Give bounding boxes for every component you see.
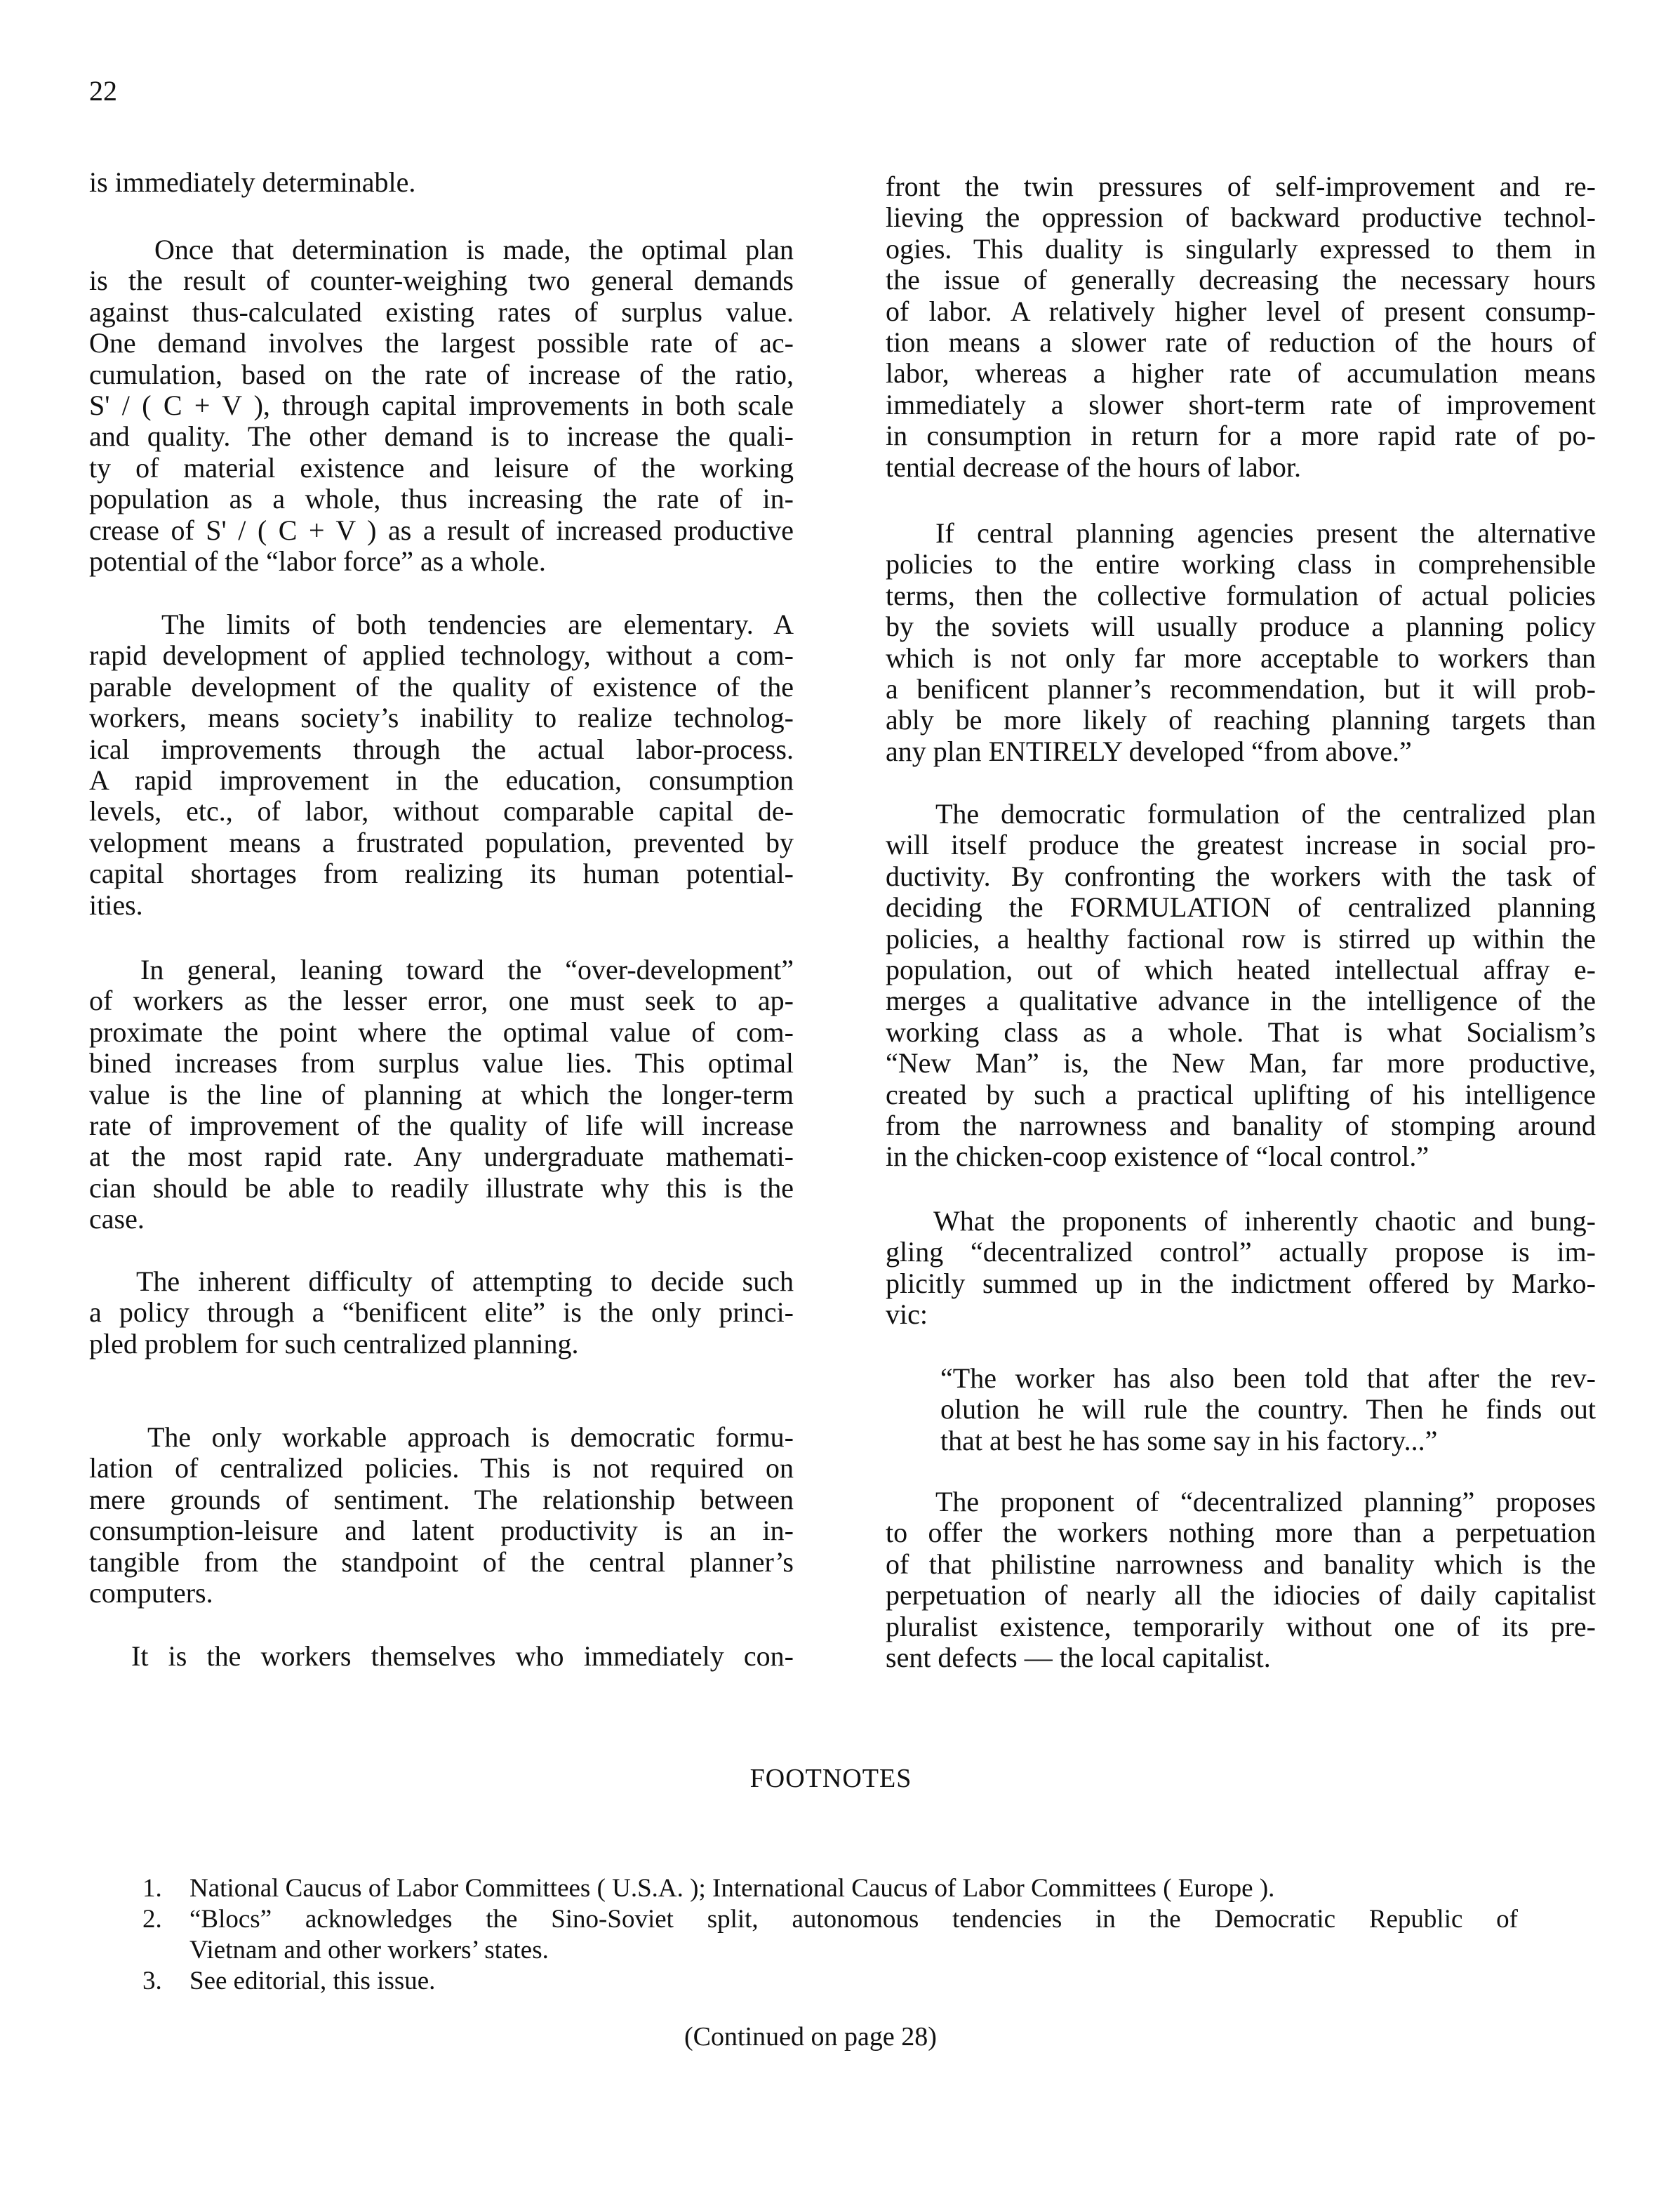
- text-line: against thus-calculated existing rates of surplus value.: [89, 295, 794, 328]
- text-line: In general, leaning toward the “over-development”: [140, 954, 794, 985]
- text-line: potential of the “labor force” as a whole.: [89, 545, 546, 577]
- footnote-text: See editorial, this issue.: [189, 1967, 436, 1995]
- text-line: bined increases from surplus value lies. This optimal: [89, 1047, 794, 1079]
- paragraph: [886, 1487, 1596, 1673]
- continuation-note: (Continued on page 28): [684, 2022, 937, 2052]
- text-line: case.: [89, 1203, 145, 1235]
- text-line: The proponent of “decentralized planning” proposes: [935, 1486, 1596, 1517]
- text-line: olution he will rule the country. Then he finds out: [940, 1393, 1596, 1425]
- text-line: in the chicken-coop existence of “local control.”: [886, 1141, 1429, 1173]
- text-line: The only workable approach is democratic formu-: [147, 1421, 794, 1453]
- text-line: labor, whereas a higher rate of accumulation means: [886, 357, 1596, 390]
- footnote-item: [142, 1904, 1518, 1966]
- footnote-item: [142, 1873, 1518, 1904]
- page-number: 22: [89, 75, 117, 107]
- text-line: tion means a slower rate of reduction of the hours of: [886, 326, 1596, 358]
- text-line: vic:: [886, 1298, 928, 1331]
- text-line: proximate the point where the optimal value of com-: [89, 1016, 794, 1048]
- text-line: from the narrowness and banality of stomping around: [886, 1109, 1596, 1141]
- text-line: a policy through a “benificent elite” is the only princi-: [89, 1296, 794, 1329]
- text-line: of that philistine narrowness and banality which is the: [886, 1548, 1596, 1580]
- text-line: The inherent difficulty of attempting to decide such: [136, 1265, 794, 1297]
- footnotes-heading-text: FOOTNOTES: [749, 1764, 912, 1793]
- text-line: lation of centralized policies. This is not required on: [89, 1452, 794, 1484]
- text-line: A rapid improvement in the education, consumption: [89, 764, 794, 796]
- text-line: that at best he has some say in his factory...”: [940, 1424, 1438, 1456]
- text-line: computers.: [89, 1576, 213, 1609]
- text-line: velopment means a frustrated population, prevented by: [89, 826, 794, 858]
- text-line: to offer the workers nothing more than a perpetuation: [886, 1517, 1596, 1549]
- paragraph: [89, 1266, 794, 1359]
- text-line: “New Man” is, the New Man, far more productive,: [886, 1047, 1596, 1079]
- text-line: pluralist existence, temporarily without one of its pre-: [886, 1610, 1596, 1642]
- text-line: the issue of generally decreasing the necessary hours: [886, 264, 1596, 296]
- text-line: of workers as the lesser error, one must seek to ap-: [89, 985, 794, 1017]
- footnote-number: 1.: [142, 1874, 162, 1903]
- text-line: value is the line of planning at which the longer-term: [89, 1078, 794, 1110]
- text-line: is immediately determinable.: [89, 166, 416, 198]
- text-line: merges a qualitative advance in the intelligence of the: [886, 985, 1596, 1017]
- text-line: ty of material existence and leisure of the working: [89, 451, 794, 484]
- text-line: immediately a slower short-term rate of improvement: [886, 388, 1596, 420]
- paragraph: [886, 1206, 1596, 1331]
- text-line: If central planning agencies present the alternative: [935, 517, 1596, 549]
- text-line: workers, means society’s inability to realize technolog-: [89, 702, 794, 734]
- text-line: population as a whole, thus increasing the rate of in-: [89, 483, 794, 515]
- text-line: ductivity. By confronting the workers with the task of: [886, 860, 1596, 892]
- text-line: policies, a healthy factional row is stirred up within the: [886, 922, 1596, 955]
- footnote-item: [142, 1966, 1518, 1997]
- paragraph: [89, 955, 794, 1235]
- text-line: working class as a whole. That is what Socialism’s: [886, 1016, 1596, 1048]
- paragraph: [886, 518, 1596, 767]
- text-line: terms, then the collective formulation of actual policies: [886, 579, 1596, 611]
- text-line: ogies. This duality is singularly expressed to them in: [886, 232, 1596, 265]
- paragraph: [886, 171, 1596, 483]
- text-line: will itself produce the greatest increase in social pro-: [886, 829, 1596, 861]
- text-line: of labor. A relatively higher level of present consump-: [886, 295, 1596, 327]
- text-line: ably be more likely of reaching planning targets than: [886, 704, 1596, 736]
- text-line: created by such a practical uplifting of his intelligence: [886, 1078, 1596, 1110]
- text-line: perpetuation of nearly all the idiocies of daily capitalist: [886, 1579, 1596, 1611]
- text-line: The limits of both tendencies are elementary. A: [161, 609, 794, 640]
- text-line: tential decrease of the hours of labor.: [886, 451, 1301, 483]
- text-line: front the twin pressures of self-improvement and re-: [886, 171, 1596, 202]
- paragraph: [886, 799, 1596, 1173]
- text-line: rapid development of applied technology, without a com-: [89, 639, 794, 672]
- text-line: mere grounds of sentiment. The relationship between: [89, 1483, 794, 1515]
- text-line: The democratic formulation of the centralized plan: [935, 798, 1596, 830]
- text-line: capital shortages from realizing its human potential-: [89, 858, 794, 890]
- text-line: in consumption in return for a more rapid rate of po-: [886, 420, 1596, 452]
- text-line: policies to the entire working class in comprehensible: [886, 548, 1596, 580]
- text-line: and quality. The other demand is to increase the quali-: [89, 420, 794, 453]
- footnotes-list: [142, 1873, 1518, 1997]
- text-line: levels, etc., of labor, without comparable capital de-: [89, 795, 794, 827]
- text-line: Once that determination is made, the optimal plan: [154, 234, 794, 265]
- text-line: plicitly summed up in the indictment offered by Marko-: [886, 1267, 1596, 1299]
- text-line: which is not only far more acceptable to workers than: [886, 641, 1596, 674]
- text-line: One demand involves the largest possible rate of ac-: [89, 327, 794, 359]
- text-line: crease of S' / ( C + V ) as a result of increased productive: [89, 514, 794, 546]
- paragraph: [89, 1422, 794, 1609]
- text-line: parable development of the quality of existence of the: [89, 670, 794, 703]
- text-line: pled problem for such centralized planning.: [89, 1327, 579, 1359]
- footnote-number: 3.: [142, 1967, 162, 1995]
- text-line: a benificent planner’s recommendation, but it will prob-: [886, 672, 1596, 705]
- footnote-text: National Caucus of Labor Committees ( U.S.A. ); International Caucus of Labor Committees ( Europe ).: [189, 1874, 1275, 1903]
- text-line: gling “decentralized control” actually propose is im-: [886, 1236, 1596, 1268]
- text-line: tangible from the standpoint of the central planner’s: [89, 1545, 794, 1578]
- footnote-number: 2.: [142, 1905, 162, 1934]
- text-line: “The worker has also been told that after the rev-: [940, 1362, 1596, 1394]
- text-line: any plan ENTIRELY developed “from above.”: [886, 735, 1412, 767]
- footnote-text: Vietnam and other workers’ states.: [189, 1936, 549, 1964]
- paragraph: [89, 234, 794, 577]
- text-line: deciding the FORMULATION of centralized planning: [886, 891, 1596, 924]
- text-line: cian should be able to readily illustrate why this is the: [89, 1171, 794, 1204]
- text-line: at the most rapid rate. Any undergraduate mathemati-: [89, 1141, 794, 1173]
- footnotes-heading: [0, 1763, 1680, 1794]
- text-line: What the proponents of inherently chaotic and bung-: [933, 1205, 1596, 1237]
- text-line: lieving the oppression of backward productive technol-: [886, 201, 1596, 234]
- text-line: cumulation, based on the rate of increase of the ratio,: [89, 358, 794, 390]
- block-quote: [940, 1363, 1596, 1456]
- text-line: consumption-leisure and latent productivity is an in-: [89, 1515, 794, 1547]
- text-line: population, out of which heated intellectual affray e-: [886, 953, 1596, 985]
- paragraph: [89, 167, 794, 198]
- paragraph: [89, 609, 794, 921]
- text-line: ities.: [89, 889, 143, 921]
- footnote-text: “Blocs” acknowledges the Sino-Soviet split, autonomous tendencies in the Democratic Republic of: [189, 1905, 1518, 1934]
- text-line: is the result of counter-weighing two general demands: [89, 265, 794, 297]
- paragraph: [89, 1641, 794, 1672]
- text-line: sent defects — the local capitalist.: [886, 1641, 1271, 1673]
- text-line: rate of improvement of the quality of life will increase: [89, 1109, 794, 1141]
- text-line: ical improvements through the actual labor-process.: [89, 733, 794, 765]
- text-line: by the soviets will usually produce a planning policy: [886, 611, 1596, 643]
- text-line: S' / ( C + V ), through capital improvements in both scale: [89, 389, 794, 421]
- text-line: It is the workers themselves who immediately con-: [131, 1640, 794, 1672]
